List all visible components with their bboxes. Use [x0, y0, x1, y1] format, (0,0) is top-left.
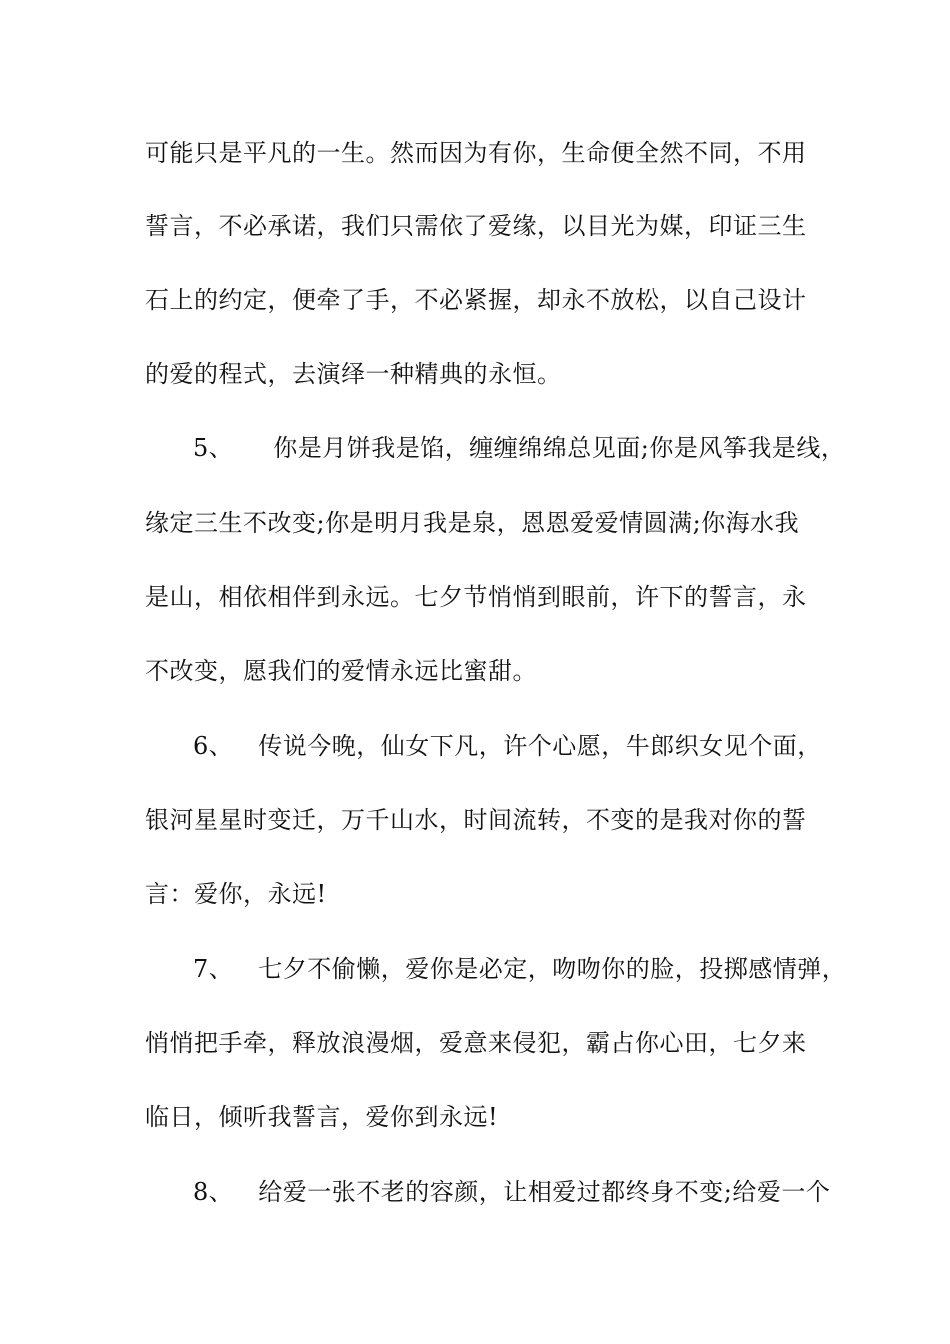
text-line: 七夕不偷懒，爱你是必定，吻吻你的脸，投掷感情弹，	[258, 955, 847, 983]
text-line: 不改变，愿我们的爱情永远比蜜甜。	[145, 657, 537, 685]
list-item-6	[193, 731, 822, 761]
text-line: 传说今晚，仙女下凡，许个心愿，牛郎织女见个面，	[258, 732, 822, 760]
text-line: 悄悄把手牵，释放浪漫烟，爱意来侵犯，霸占你心田，七夕来	[145, 1029, 807, 1057]
list-item-8	[193, 1177, 830, 1207]
list-number: 7、	[193, 955, 234, 983]
text-line: 可能只是平凡的一生。然而因为有你，生命便全然不同，不用	[145, 139, 807, 167]
list-number: 5、	[193, 434, 234, 462]
list-number: 8、	[193, 1178, 234, 1206]
list-item-7	[193, 954, 846, 984]
text-line: 银河星星时变迁，万千山水，时间流转，不变的是我对你的誓	[145, 806, 807, 834]
list-number: 6、	[193, 732, 234, 760]
text-line: 的爱的程式，去演绎一种精典的永恒。	[145, 360, 562, 388]
text-line: 给爱一张不老的容颜，让相爱过都终身不变;给爱一个	[258, 1178, 831, 1206]
text-line: 是山，相依相伴到永远。七夕节悄悄到眼前，许下的誓言，永	[145, 583, 807, 611]
text-line: 你是月饼我是馅，缠缠绵绵总见面;你是风筝我是线，	[273, 434, 846, 462]
text-line: 言：爱你，永远!	[145, 880, 327, 908]
text-line: 缘定三生不改变;你是明月我是泉，恩恩爱爱情圆满;你海水我	[145, 509, 800, 537]
list-item-5	[193, 433, 845, 463]
text-line: 临日，倾听我誓言，爱你到永远!	[145, 1103, 499, 1131]
text-line: 誓言，不必承诺，我们只需依了爱缘，以目光为媒，印证三生	[145, 212, 807, 240]
text-line: 石上的约定，便牵了手，不必紧握，却永不放松，以自己设计	[145, 286, 807, 314]
